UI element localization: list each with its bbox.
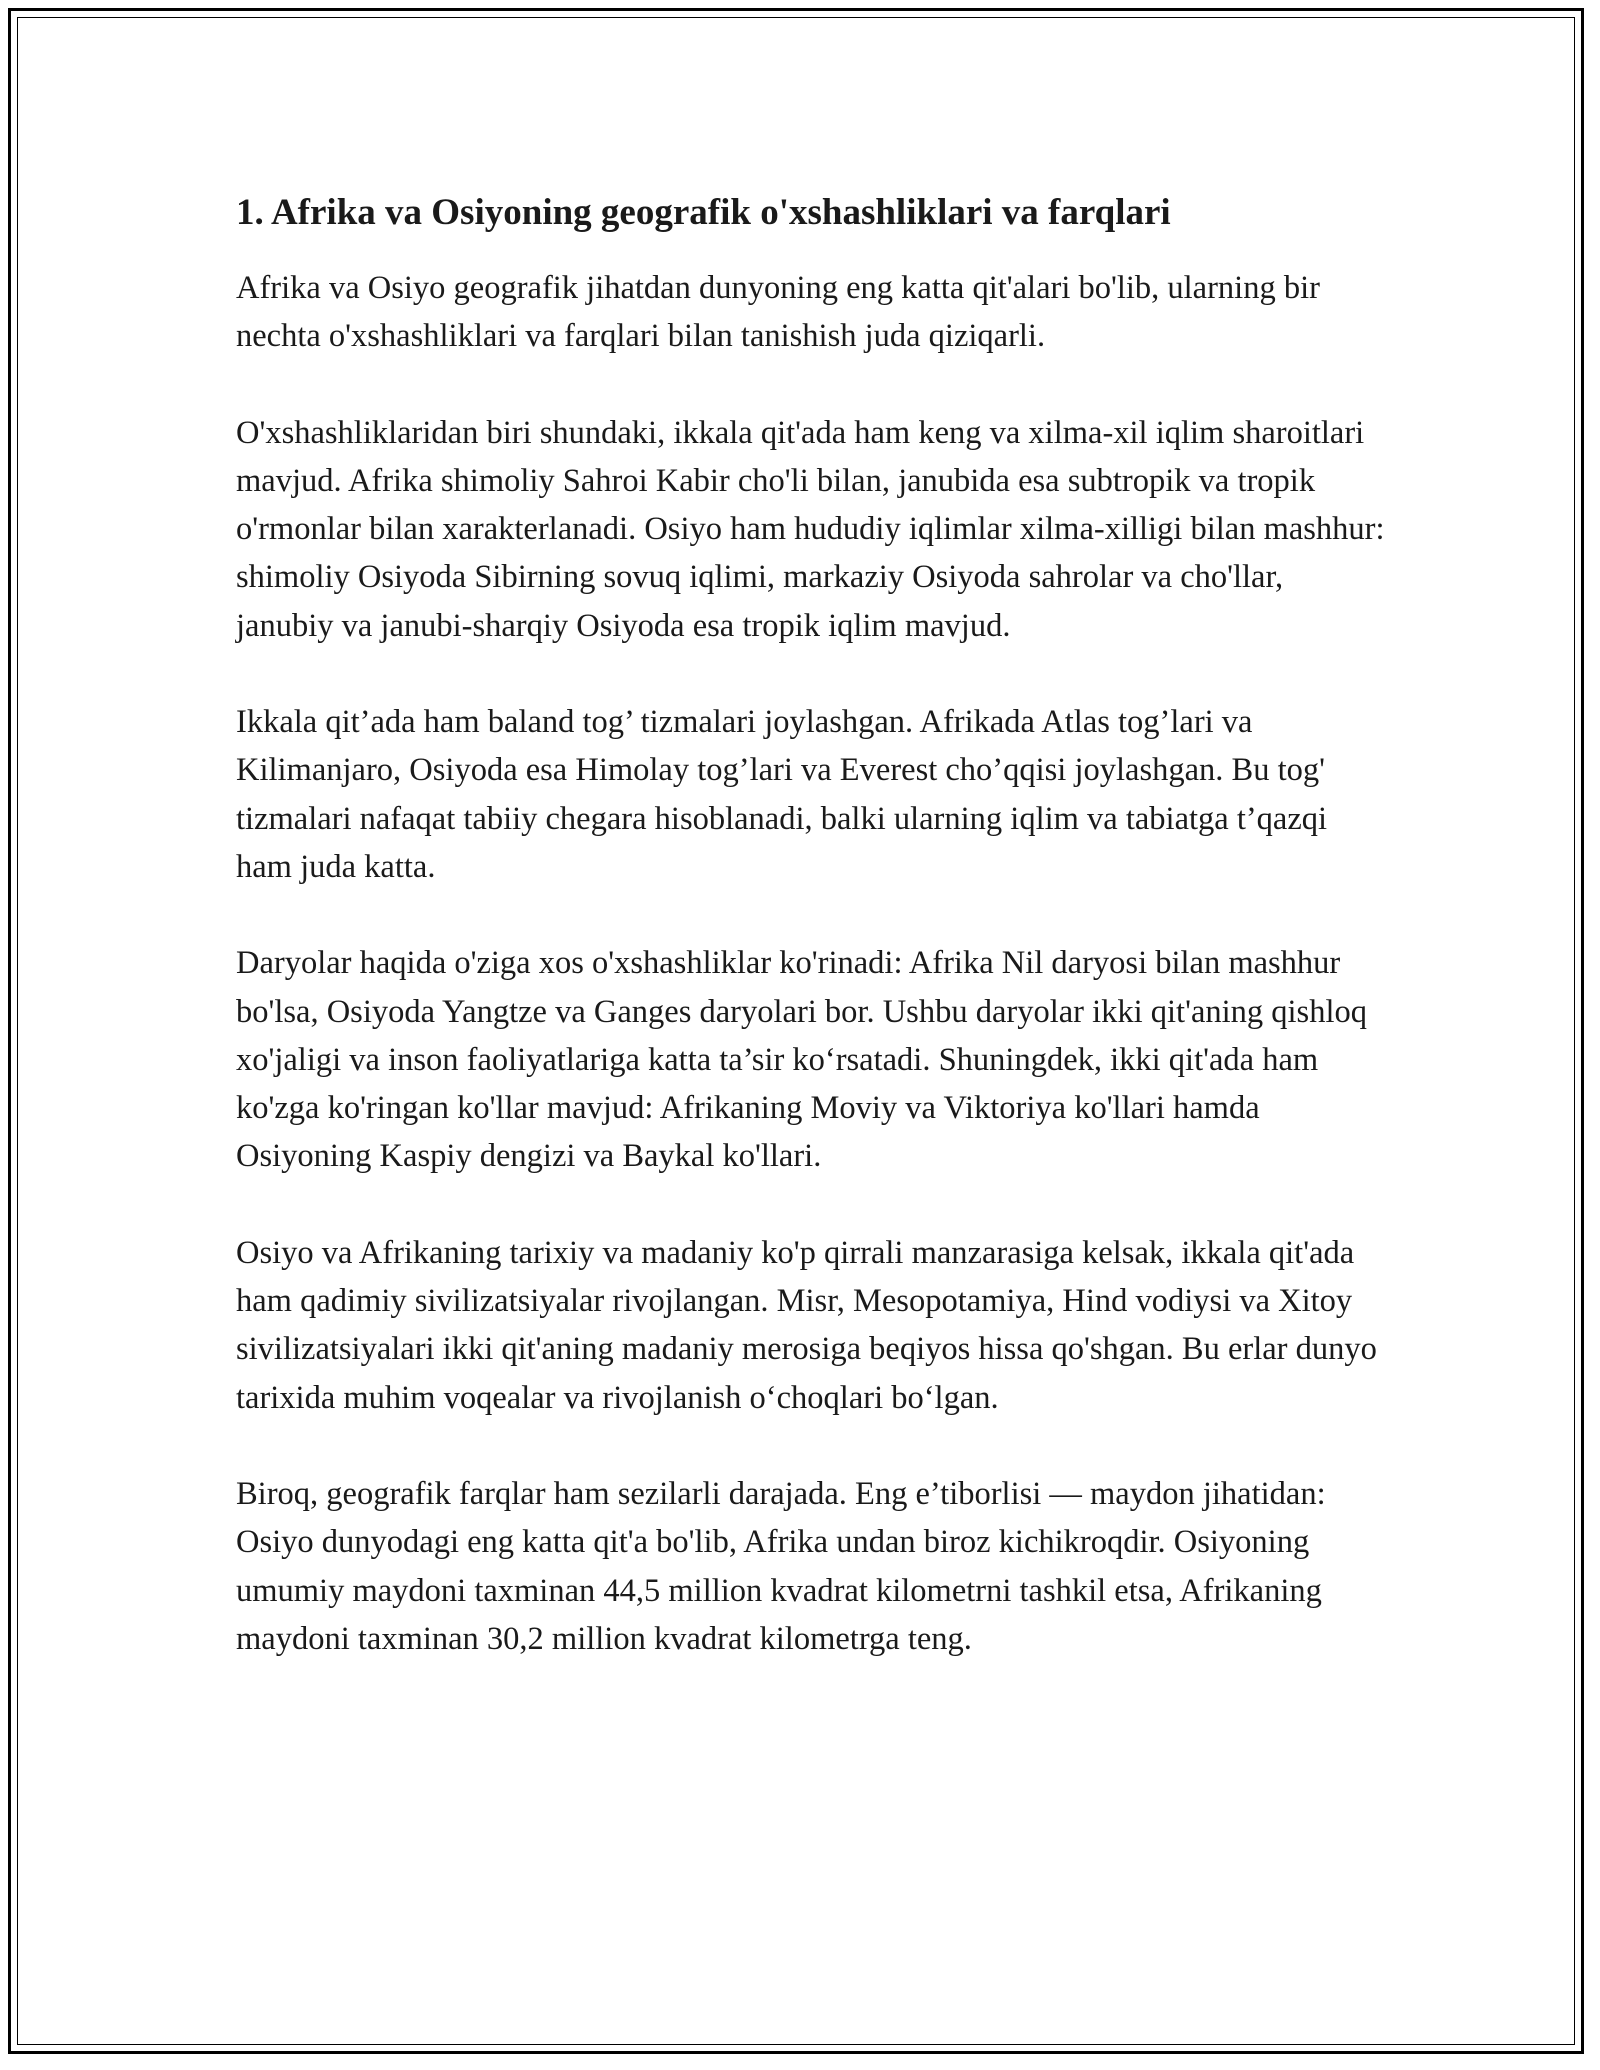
paragraph-rivers-lakes: Daryolar haqida o'ziga xos o'xshashliklar ko'rinadi: Afrika Nil daryosi bilan mashhur bo'lsa, Osiyoda Yangtze va Ganges daryolari bor. Ushbu daryolar ikki qit'aning qishloq xo'jaligi va inson faoliyatlariga katta ta’sir ko‘rsatadi. Shuningdek, ikki qit'ada ham ko'zga ko'ringan ko'llar mavjud: Afrikaning Moviy va Viktoriya ko'llari hamda Osiyoning Kaspiy dengizi va Baykal ko'llari. [236, 945, 1367, 1175]
document-title: 1. Afrika va Osiyoning geografik o'xshashliklari va farqlari [236, 192, 1171, 233]
paragraph-climate: O'xshashliklaridan biri shundaki, ikkala qit'ada ham keng va xilma-xil iqlim sharoitlari mavjud. Afrika shimoliy Sahroi Kabir cho'li bilan, janubida esa subtropik va tropik o'rmonlar bilan xarakterlanadi. Osiyo ham hududiy iqlimlar xilma-xilligi bilan mashhur: shimoliy Osiyoda Sibirning sovuq iqlimi, markaziy Osiyoda sahrolar va cho'llar, janubiy va janubi-sharqiy Osiyoda esa tropik iqlim mavjud. [236, 414, 1385, 644]
paragraph-differences: Biroq, geografik farqlar ham sezilarli darajada. Eng e’tiborlisi — maydon jihatidan: Osiyo dunyodagi eng katta qit'a bo'lib, Afrika undan biroz kichikroqdir. Osiyoning umumiy maydoni taxminan 44,5 million kvadrat kilometrni tashkil etsa, Afrikaning maydoni taxminan 30,2 million kvadrat kilometrga teng. [236, 1475, 1326, 1657]
document-body [236, 188, 1386, 1711]
paragraph-intro: Afrika va Osiyo geografik jihatdan dunyoning eng katta qit'alari bo'lib, ularning bir nechta o'xshashliklari va farqlari bilan tanishish juda qiziqarli. [236, 270, 1320, 355]
paragraph-civilizations: Osiyo va Afrikaning tarixiy va madaniy ko'p qirrali manzarasiga kelsak, ikkala qit'ada ham qadimiy sivilizatsiyalar rivojlangan. Misr, Mesopotamiya, Hind vodiysi va Xitoy sivilizatsiyalari ikki qit'aning madaniy merosiga beqiyos hissa qo'shgan. Bu erlar dunyo tarixida muhim voqealar va rivojlanish o‘choqlari bo‘lgan. [236, 1234, 1377, 1416]
paragraph-mountains: Ikkala qit’ada ham baland tog’ tizmalari joylashgan. Afrikada Atlas tog’lari va Kilimanjaro, Osiyoda esa Himolay tog’lari va Everest cho’qqisi joylashgan. Bu tog' tizmalari nafaqat tabiiy chegara hisoblanadi, balki ularning iqlim va tabiatga t’qazqi ham juda katta. [236, 704, 1328, 885]
